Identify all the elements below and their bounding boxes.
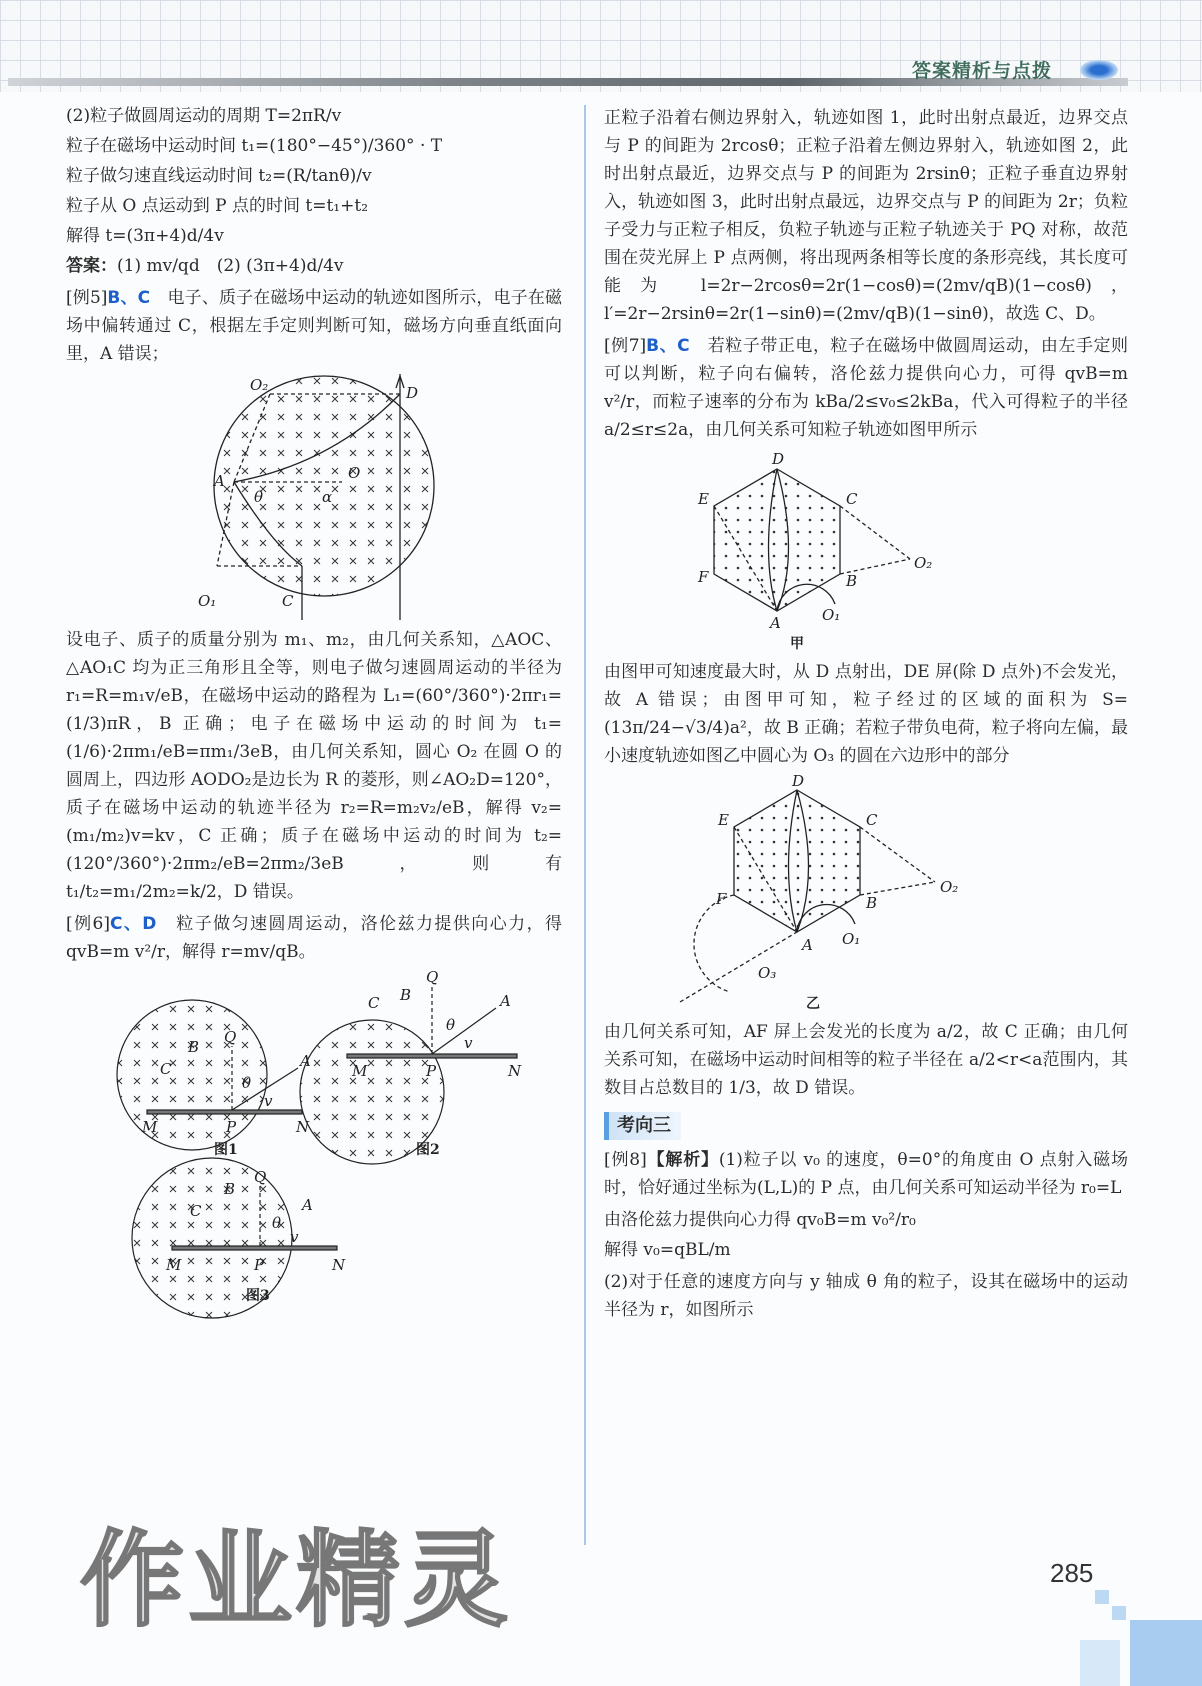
corner-decoration <box>1130 1620 1202 1686</box>
example-5-explanation <box>66 626 562 906</box>
text-line: 粒子在磁场中运动时间 t₁=(180°−45°)/360° · T <box>66 136 443 156</box>
yi-label-O2: O₂ <box>940 878 959 896</box>
yi-label-C: C <box>866 811 878 829</box>
label-alpha: α <box>322 488 333 506</box>
figures-1-2-3 <box>66 970 562 1330</box>
text-line: 范围内，其数目占总数目的 1/3，故 D 错误。 <box>604 1050 1128 1098</box>
fig3-label-Q: Q <box>254 1168 267 1186</box>
example-7-conclusion <box>604 1018 1128 1102</box>
text-line: cosθ)=(2mv/qB)(1−cosθ)，l′=2r−2rsinθ=2r(1−sinθ)=(2mv/qB)(1 <box>604 276 1128 324</box>
yi-label-O1: O₁ <box>842 930 861 948</box>
text-line: 是边长为 R 的菱形，则∠AO₂D=120°，质子在磁场中运动的轨 <box>66 770 563 818</box>
fig1-label-N: N <box>296 1118 310 1136</box>
yi-label-E: E <box>718 811 729 829</box>
fig2-label-A: A <box>500 992 511 1010</box>
text-line: 时，恰好通过坐标为(L,L)的 P 点，由几何关系可知运动半径 <box>604 1178 1059 1198</box>
answer-text: (1) mv/qd (2) (3π+4)d/4v <box>117 256 344 276</box>
fig1-label-B: B <box>188 1038 200 1056</box>
fig1-caption: 图1 <box>214 1142 238 1158</box>
fig2-label-C: C <box>368 994 380 1012</box>
text-line: 垂直边界射入，轨迹如图 3，此时出射点最远，边界交点与 P 的 <box>604 164 1129 212</box>
fig3-caption: 图3 <box>246 1288 270 1304</box>
page-number: 285 <box>1050 1558 1094 1588</box>
example-tag: [例6] <box>66 914 110 934</box>
label-theta: θ <box>254 488 264 506</box>
label-A: A <box>214 472 225 490</box>
text-line: 等长度的条形亮线，其长度可能为 l=2r−2rcosθ=2r(1− <box>604 248 1128 296</box>
example-8-paragraph <box>604 1146 1128 1202</box>
text-line: 间距为 2r；负粒子受力与正粒子相反，负粒子轨迹与正粒子轨 <box>604 192 1128 240</box>
example-answer: C、D <box>109 914 157 934</box>
label-O: O <box>348 464 361 482</box>
label-C: C <box>282 592 294 610</box>
text-line: 正粒子沿着右侧边界射入，轨迹如图 1，此时出射点最近，边界 <box>604 108 1094 128</box>
yi-label-F: F <box>716 890 727 908</box>
header-logo-icon <box>1080 60 1118 80</box>
figure-jia <box>604 448 1128 654</box>
jia-caption: 甲 <box>790 636 804 652</box>
text-line: 为 r₀=L <box>1058 1178 1122 1198</box>
answer-line <box>66 252 562 280</box>
yi-label-B: B <box>866 894 878 912</box>
fig1-label-theta: θ <box>242 1074 252 1092</box>
text-line: 为 r₁=R=m₁v/eB，在磁场中运动的路程为 L₁=(60°/360°)·2πr₁= <box>66 658 562 706</box>
left-column <box>66 100 562 1332</box>
text-line: 电子、质子在磁场中运动的轨迹如图所示，电子在磁 <box>167 288 563 308</box>
fig3-label-B: B <box>224 1180 236 1198</box>
text-line: △AO₁C 均为正三角形且全等，则电子做匀速圆周运动的半径 <box>66 658 545 678</box>
text-line: 则可以判断，粒子向右偏转，洛伦兹力提供向心力，可得 qvB= <box>604 336 1129 384</box>
text-line: 若粒子带正电，粒子在磁场中做圆周运动，由左手定 <box>707 336 1112 356</box>
text-line: (1)粒子以 v₀ 的速度，θ=0°的角度由 O 点射入磁场 <box>718 1150 1128 1170</box>
yi-label-D: D <box>792 774 805 790</box>
example-answer: B、C <box>646 336 690 356</box>
fig3-label-v: v <box>290 1228 299 1246</box>
text-line: (2)粒子做圆周运动的周期 T=2πR/v <box>66 106 342 126</box>
text-line: 迹半径为 r₂=R=m₂v₂/eB，解得 v₂=(m₁/m₂)v=kv，C 正确；质子在磁 <box>66 798 562 846</box>
text-line: 的运动半径为 r，如图所示 <box>604 1272 1128 1320</box>
jia-label-O1: O₁ <box>822 606 841 624</box>
fig1-label-v: v <box>264 1092 273 1110</box>
example-6-explanation <box>604 104 1128 328</box>
fig2-label-theta: θ <box>446 1016 456 1034</box>
fig2-label-v: v <box>464 1034 473 1052</box>
text-line: =m v²/r，解得 r=mv/qB。 <box>98 942 316 962</box>
example-answer: B、C <box>107 288 151 308</box>
watermark: 作业精灵 <box>80 1519 513 1641</box>
text-line: 向里，A 错误； <box>66 316 562 364</box>
example-5-paragraph <box>66 284 562 368</box>
right-column <box>604 100 1128 1328</box>
fig1-label-C: C <box>160 1060 172 1078</box>
example-7-explanation <box>604 658 1128 770</box>
jia-label-F: F <box>698 568 709 586</box>
fig2-label-Q: Q <box>426 970 439 986</box>
example-tag: [例8] <box>604 1150 647 1170</box>
fig2-label-N: N <box>508 1062 522 1080</box>
text-line: k/2，D 错误。 <box>189 882 304 902</box>
text-line: 解得 t=(3π+4)d/4v <box>66 226 224 246</box>
analysis-label: 【解析】 <box>646 1150 719 1170</box>
text-line: 由几何关系可知，AF 屏上会发光的长度为 a/2，故 C 正确；由几 <box>604 1022 1111 1042</box>
text-line: 交点与 P 的间距为 2rcosθ；正粒子沿着左侧边界射入，轨迹如 <box>604 108 1129 156</box>
yi-label-O3: O₃ <box>758 964 777 982</box>
text-line: (1/3)πR，B 正确；电子在磁场中运动的时间为 t₁=(1/6)·2πm₁/eB= <box>66 714 562 762</box>
text-line: 何关系可知，在磁场中运动时间相等的粒子半径在 a/2<r<a <box>604 1022 1128 1070</box>
fig2-label-P: P <box>426 1062 437 1080</box>
text-line: 由图甲可知速度最大时，从 D 点射出，DE 屏(除 D 点外)不会 <box>604 662 1077 682</box>
text-line: 发光，故 A 错误；由图甲可知，粒子经过的区域的面积为 S= <box>604 662 1128 710</box>
text-line: πm₁/3eB，由几何关系知，圆心 O₂ 在圆 O 的圆周上，四边形 AODO₂ <box>66 742 562 790</box>
jia-label-B: B <box>846 572 858 590</box>
text-line: 场中运动的时间为 t₂=(120°/360°)·2πm₂/eB=2πm₂/3eB，则有 t₁/t₂=m₁/2m₂= <box>66 826 563 902</box>
fig3-label-theta: θ <box>272 1214 282 1232</box>
fig3-label-M: M <box>166 1256 182 1274</box>
fig2-label-B: B <box>400 986 412 1004</box>
label-O1: O₁ <box>198 592 217 610</box>
text-line: m v²/r，而粒子速率的分布为 kBa/2≤v₀≤2kBa，代入可得粒子的 <box>604 364 1128 412</box>
answer-label: 答案： <box>66 256 117 276</box>
jia-label-O2: O₂ <box>914 554 933 572</box>
fig3-label-A: A <box>302 1196 313 1214</box>
example-8-part-2 <box>604 1268 1128 1324</box>
corner-decoration <box>1112 1606 1126 1620</box>
text-line: 小速度轨迹如图乙中圆心为 O₃ 的圆在六边形中的部分 <box>604 746 1010 766</box>
yi-label-A: A <box>802 936 813 954</box>
text-line: 场中偏转通过 C，根据左手定则判断可知，磁场方向垂直纸面 <box>66 316 545 336</box>
header-title: 答案精析与点拨 <box>912 60 1053 82</box>
jia-label-E: E <box>698 490 709 508</box>
text-line: (2)对于任意的速度方向与 y 轴成 θ 角的粒子，设其在磁场中 <box>604 1272 1076 1292</box>
fig1-label-Q: Q <box>224 1028 237 1046</box>
fig2-caption: 图2 <box>416 1142 440 1158</box>
text-line: 粒子做匀速直线运动时间 t₂=(R/tanθ)/v <box>66 166 372 186</box>
example-tag: [例5] <box>66 288 108 308</box>
corner-decoration <box>1080 1640 1120 1686</box>
text-line: −sinθ)，故选 C、D。 <box>932 304 1106 324</box>
figure-yi <box>604 774 1128 1014</box>
fig1-label-P: P <box>226 1118 237 1136</box>
example-6-paragraph <box>66 910 562 966</box>
text-line: 解得 v₀=qBL/m <box>604 1240 731 1260</box>
section-heading: 考向三 <box>604 1112 681 1140</box>
fig3-label-P: P <box>254 1256 265 1274</box>
text-line: 迹关于 PQ 对称，故范围在荧光屏上 P 点两侧，将出现两条相 <box>604 220 1129 268</box>
example-tag: [例7] <box>604 336 647 356</box>
figure-example-5 <box>66 372 562 622</box>
jia-label-A: A <box>770 614 781 632</box>
yi-caption: 乙 <box>806 996 820 1012</box>
text-line: 图 2，此时出射点最近，边界交点与 P 的间距为 2rsinθ；正粒子 <box>604 136 1128 184</box>
fig1-label-A: A <box>300 1052 311 1070</box>
text-line: 由洛伦兹力提供向心力得 qv₀B=m v₀²/r₀ <box>604 1210 916 1230</box>
text-line: (13π/24−√3/4)a²，故 B 正确；若粒子带负电荷，粒子将向左偏，最 <box>604 718 1128 738</box>
fig1-label-M: M <box>142 1118 158 1136</box>
fig3-label-C: C <box>190 1202 202 1220</box>
text-line: 半径 a/2≤r≤2a，由几何关系可知粒子轨迹如图甲所示 <box>604 392 1128 440</box>
text-line: 粒子做匀速圆周运动，洛伦兹力提供向心力，得 qvB <box>66 914 562 962</box>
label-D: D <box>406 384 419 402</box>
jia-label-C: C <box>846 490 858 508</box>
example-7-paragraph <box>604 332 1128 444</box>
corner-decoration <box>1095 1590 1109 1604</box>
jia-label-D: D <box>772 450 785 468</box>
text-line: 粒子从 O 点运动到 P 点的时间 t=t₁+t₂ <box>66 196 369 216</box>
fig2-label-M: M <box>352 1062 368 1080</box>
label-O2: O₂ <box>250 376 269 394</box>
text-line: 设电子、质子的质量分别为 m₁、m₂，由几何关系知，△AOC、 <box>66 630 562 650</box>
column-divider <box>584 105 586 1545</box>
fig3-label-N: N <box>332 1256 346 1274</box>
